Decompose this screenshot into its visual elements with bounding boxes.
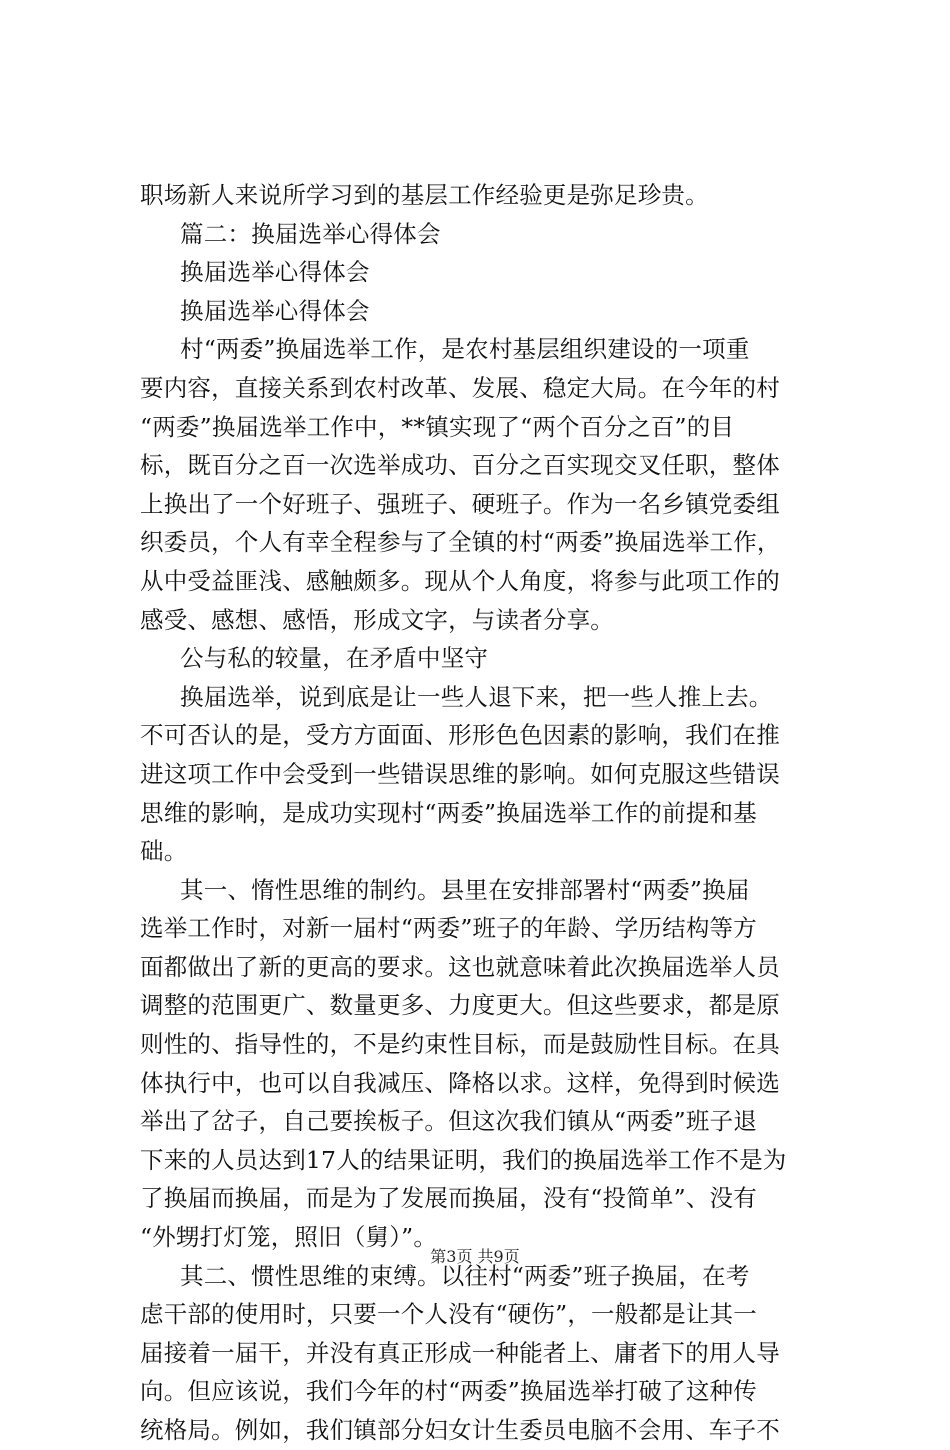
text-line: 织委员，个人有幸全程参与了全镇的村“两委”换届选举工作， [140,528,781,557]
text-line: 标，既百分之百一次选举成功、百分之百实现交叉任职，整体 [140,451,780,480]
text-line: 了换届而换届，而是为了发展而换届，没有“投简单”、没有 [140,1184,757,1213]
text-line: 础。 [140,837,188,866]
page-footer: 第3页 共9页 [430,1247,520,1266]
text-line: 调整的范围更广、数量更多、力度更大。但这些要求，都是原 [140,991,780,1020]
text-line: 进这项工作中会受到一些错误思维的影响。如何克服这些错误 [140,759,780,788]
text-line: 换届选举，说到底是让一些人退下来，把一些人推上去。 [180,682,773,711]
text-line: 职场新人来说所学习到的基层工作经验更是弥足珍贵。 [140,181,709,209]
text-line: 换届选举心得体会 [180,296,370,325]
text-line: 统格局。例如，我们镇部分妇女计生委员电脑不会用、车子不 [140,1416,780,1444]
text-line: 举出了岔子，自己要挨板子。但这次我们镇从“两委”班子退 [140,1107,757,1136]
text-line: 选举工作时，对新一届村“两委”班子的年龄、学历结构等方 [140,914,757,943]
text-line: 从中受益匪浅、感触颇多。现从个人角度，将参与此项工作的 [140,566,780,595]
text-line: 感受、感想、感悟，形成文字，与读者分享。 [140,605,614,634]
text-line: 要内容，直接关系到农村改革、发展、稳定大局。在今年的村 [140,373,780,402]
text-line: 村“两委”换届选举工作，是农村基层组织建设的一项重 [180,335,750,364]
text-line: 其一、惰性思维的制约。县里在安排部署村“两委”换届 [180,875,750,904]
text-line: 公与私的较量，在矛盾中坚守 [180,644,489,673]
text-line: 不可否认的是，受方方面面、形形色色因素的影响，我们在推 [140,721,780,750]
text-line: 则性的、指导性的，不是约束性目标，而是鼓励性目标。在具 [140,1030,780,1059]
text-line: 面都做出了新的更高的要求。这也就意味着此次换届选举人员 [140,952,780,981]
text-line: “两委”换届选举工作中，**镇实现了“两个百分之百”的目 [140,412,735,441]
text-line: 下来的人员达到17人的结果证明，我们的换届选举工作不是为 [140,1145,787,1174]
text-line: 向。但应该说，我们今年的村“两委”换届选举打破了这种传 [140,1377,757,1406]
text-line: “外甥打灯笼，照旧（舅）”。 [140,1223,438,1252]
text-line: 上换出了一个好班子、强班子、硬班子。作为一名乡镇党委组 [140,489,780,518]
text-line: 虑干部的使用时，只要一个人没有“硬伤”，一般都是让其一 [140,1300,757,1329]
text-line: 篇二：换届选举心得体会 [180,219,441,248]
text-line: 体执行中，也可以自我减压、降格以求。这样，免得到时候选 [140,1068,780,1097]
text-line: 换届选举心得体会 [180,258,370,287]
text-line: 思维的影响，是成功实现村“两委”换届选举工作的前提和基 [140,798,757,827]
text-line: 其二、惯性思维的束缚。以往村“两委”班子换届，在考 [180,1261,750,1290]
text-line: 届接着一届干，并没有真正形成一种能者上、庸者下的用人导 [140,1338,780,1367]
